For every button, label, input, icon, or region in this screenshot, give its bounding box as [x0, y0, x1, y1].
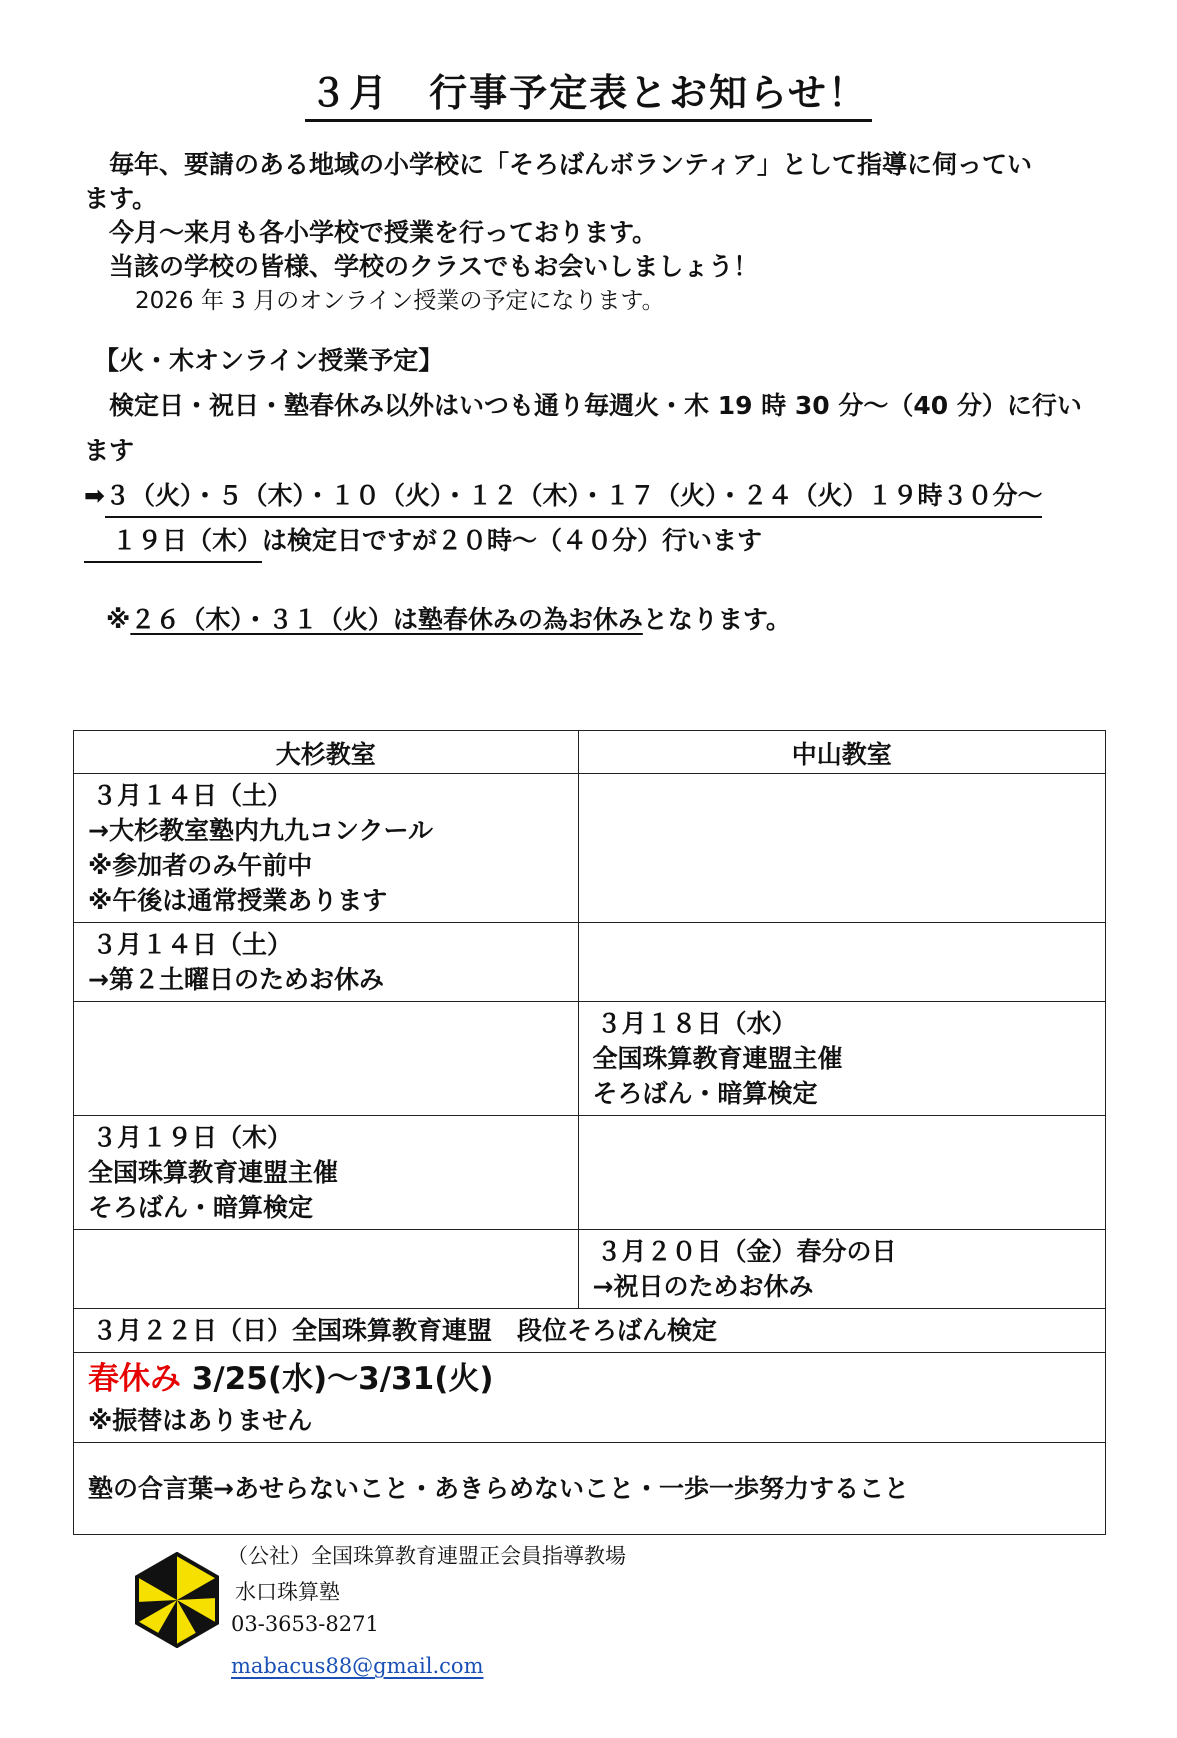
page-title: [0, 62, 1177, 117]
table-row: [74, 1116, 1106, 1230]
online-description: 検定日・祝日・塾春休み以外はいつも通り毎週火・木 19 時 30 分～（40 分）に行い: [109, 391, 1082, 420]
table-row: [74, 923, 1106, 1002]
spring-break-note: [84, 597, 1104, 642]
row2-left: [74, 923, 579, 1002]
cell-line: 全国珠算教育連盟主催: [88, 1158, 339, 1187]
row5-left: [74, 1230, 579, 1309]
cell-line: ３月１４日（土）: [92, 781, 293, 810]
footer-org: （公社）全国珠算教育連盟正会員指導教場: [227, 1544, 626, 1568]
cell-line: そろばん・暗算検定: [592, 1079, 818, 1108]
cell-line: →大杉教室塾内九九コンクール: [88, 816, 433, 845]
hexagon-abacus-logo-icon: [135, 1552, 219, 1652]
spring-break-dates: 3/25(水)～3/31(火): [181, 1361, 494, 1397]
intro-line-3: 当該の学校の皆様、学校のクラスでもお会いしましょう！: [109, 252, 759, 281]
row4-left: [74, 1116, 579, 1230]
note-suffix: となります。: [642, 605, 791, 634]
online-exception-date: １９日（木）: [84, 521, 262, 563]
intro-line-1: 毎年、要請のある地域の小学校に「そろばんボランティア」として指導に伺ってい: [109, 150, 1033, 179]
row1-right: [578, 774, 1106, 923]
row3-right: [578, 1002, 1106, 1116]
intro-line-1b: ます。: [84, 184, 158, 213]
footer-school: 水口珠算塾: [235, 1580, 340, 1604]
online-description-cont: ます: [84, 436, 135, 465]
cell-line: ３月１４日（土）: [92, 930, 293, 959]
cell-line: ※午後は通常授業あります: [88, 886, 388, 915]
online-exception-line: [84, 518, 1104, 563]
spring-break-note-cell: ※振替はありません: [88, 1406, 313, 1435]
cell-line: ３月２０日（金）春分の日: [596, 1237, 897, 1266]
row1-left: [74, 774, 579, 923]
table-row: [74, 1443, 1106, 1535]
cell-line: 全国珠算教育連盟主催: [592, 1044, 843, 1073]
footer-phone: 03-3653-8271: [231, 1612, 379, 1636]
row5-right: [578, 1230, 1106, 1309]
online-exception-text: は検定日ですが２０時～（４０分）行います: [262, 526, 763, 555]
online-dates: ３（火）・５（木）・１０（火）・１２（木）・１７（火）・２４（火）１９時３０分～: [105, 476, 1043, 518]
schedule-table: [73, 730, 1106, 1535]
online-schedule-section: [84, 338, 1104, 642]
spring-break-heading: [88, 1357, 1091, 1403]
note-underlined: ２６（木）・３１（火）は塾春休みの為お休み: [130, 605, 643, 634]
cell-line: そろばん・暗算検定: [88, 1193, 314, 1222]
table-row: [74, 1230, 1106, 1309]
row2-right: [578, 923, 1106, 1002]
arrow-icon: ➡: [84, 481, 105, 510]
cell-line: ３月１８日（水）: [596, 1009, 797, 1038]
row3-left: [74, 1002, 579, 1116]
row4-right: [578, 1116, 1106, 1230]
online-dates-line: [84, 473, 1104, 518]
cell-line: ３月１９日（木）: [92, 1123, 293, 1152]
cell-line: →第２土曜日のためお休み: [88, 965, 384, 994]
spring-break-row: [74, 1353, 1106, 1443]
online-heading: 【火・木オンライン授業予定】: [94, 346, 444, 375]
table-header-row: [74, 731, 1106, 774]
footer-email-link[interactable]: mabacus88@gmail.com: [231, 1654, 484, 1678]
spring-break-label: 春休み: [88, 1361, 181, 1397]
table-row: [74, 1309, 1106, 1353]
page-title-text: ３月 行事予定表とお知らせ！: [305, 71, 872, 122]
header-nakayama: 中山教室: [578, 731, 1106, 774]
table-row: [74, 1002, 1106, 1116]
table-row: [74, 1353, 1106, 1443]
dan-exam-row: ３月２２日（日）全国珠算教育連盟 段位そろばん検定: [74, 1309, 1106, 1353]
intro-text: [84, 148, 1104, 318]
table-row: [74, 774, 1106, 923]
cell-line: →祝日のためお休み: [592, 1272, 814, 1301]
intro-line-4: 2026 年 3 月のオンライン授業の予定になります。: [135, 288, 665, 314]
intro-line-2: 今月～来月も各小学校で授業を行っております。: [109, 218, 658, 247]
note-prefix: ※: [106, 605, 131, 634]
cell-line: ※参加者のみ午前中: [88, 851, 313, 880]
header-osugi: 大杉教室: [74, 731, 579, 774]
motto-row: 塾の合言葉→あせらないこと・あきらめないこと・一歩一歩努力すること: [74, 1443, 1106, 1535]
